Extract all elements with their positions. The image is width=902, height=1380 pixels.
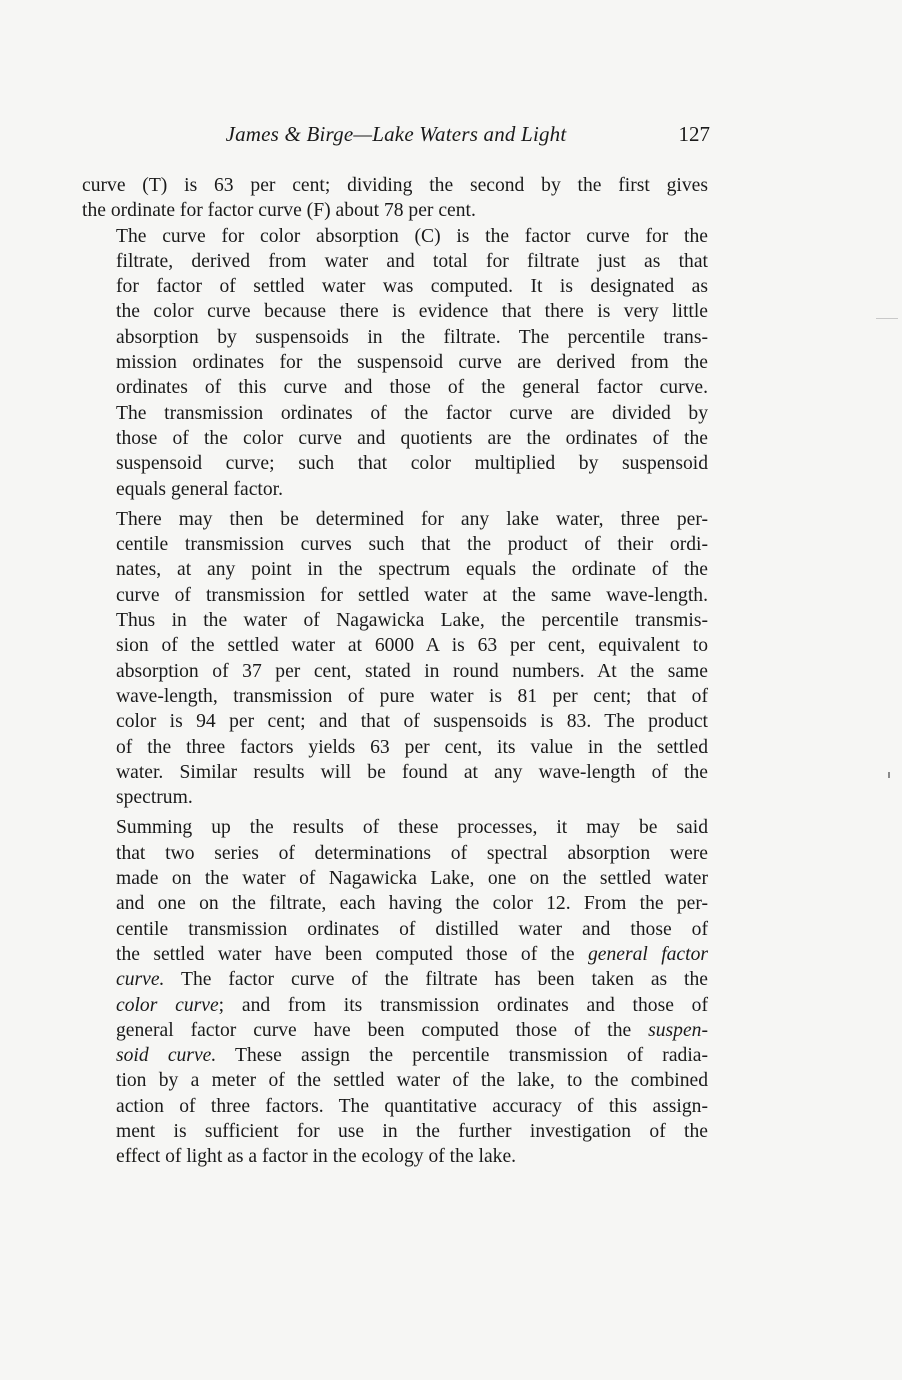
text-line: nates, at any point in the spectrum equals the ordinate of the [116,559,708,581]
text-line: spectrum. [116,787,193,809]
text-line: for factor of settled water was computed. It is designated as [116,276,708,298]
body-text [82,173,708,1170]
text-line: Summing up the results of these processes, it may be said [116,817,708,839]
text-line: water. Similar results will be found at any wave-length of the [116,761,708,783]
text-line: ment is sufficient for use in the further investigation of the [116,1120,708,1142]
italic-term: curve. [116,969,165,991]
paragraph-1 [82,173,708,224]
text-line: curve. The factor curve of the filtrate has been taken as the [116,969,708,991]
text-line: the color curve because there is evidence that there is very little [116,301,708,323]
text-line: the ordinate for factor curve (F) about 78 per cent. [82,200,476,222]
text-line: mission ordinates for the suspensoid curve are derived from the [116,352,708,374]
text-line: made on the water of Nagawicka Lake, one on the settled water [116,868,708,890]
italic-term: soid curve. [116,1045,217,1067]
text-line: centile transmission curves such that the product of their ordi- [116,534,708,556]
text-line: ordinates of this curve and those of the general factor curve. [116,377,708,399]
text-line: Thus in the water of Nagawicka Lake, the percentile transmis- [116,610,708,632]
text-line: curve (T) is 63 per cent; dividing the second by the first gives [82,175,708,196]
text-line: equals general factor. [116,478,284,500]
paragraph-2 [82,224,708,502]
text-line: action of three factors. The quantitative accuracy of this assign- [116,1095,708,1117]
text-line: curve of transmission for settled water at the same wave-length. [116,584,708,606]
text-line: The curve for color absorption (C) is the factor curve for the [116,225,708,247]
text-line: general factor curve have been computed those of the suspen- [116,1019,708,1041]
text-line: There may then be determined for any lake water, three per- [116,508,708,530]
text-line: soid curve. These assign the percentile transmission of radia- [116,1045,708,1067]
text-line: sion of the settled water at 6000 A is 63 per cent, equivalent to [116,635,708,657]
text-line: that two series of determinations of spectral absorption were [116,842,708,864]
text-line: The transmission ordinates of the factor curve are divided by [116,402,708,424]
running-header [82,122,710,152]
italic-term: general factor [587,943,708,965]
text-line: absorption of 37 per cent, stated in round numbers. At the same [116,660,708,682]
text-line: effect of light as a factor in the ecology of the lake. [116,1146,517,1168]
text-line: wave-length, transmission of pure water is 81 per cent; that of [116,685,708,707]
text-line: and one on the filtrate, each having the color 12. From the per- [116,893,708,915]
text-line: filtrate, derived from water and total for filtrate just as that [116,250,708,272]
text-line: absorption by suspensoids in the filtrate. The percentile trans- [116,326,708,348]
text-line: tion by a meter of the settled water of the lake, to the combined [116,1070,708,1092]
italic-term: suspen- [648,1019,708,1041]
text-line: color curve; and from its transmission ordinates and those of [116,994,709,1016]
text-line: color is 94 per cent; and that of suspensoids is 83. The product [116,711,708,733]
text-line: of the three factors yields 63 per cent, its value in the settled [116,736,708,758]
text-line: those of the color curve and quotients are the ordinates of the [116,427,708,449]
margin-mark [876,318,898,319]
page-number: 127 [678,122,710,146]
paragraph-4 [82,815,708,1169]
text-line: the settled water have been computed those of the general factor [116,943,708,965]
running-title: James & Birge—Lake Waters and Light [225,122,567,146]
paragraph-3 [82,507,708,811]
text-line: centile transmission ordinates of distilled water and those of [116,918,708,940]
italic-term: color curve [116,994,219,1016]
text-line: suspensoid curve; such that color multiplied by suspensoid [116,453,708,475]
margin-speck [888,772,890,778]
